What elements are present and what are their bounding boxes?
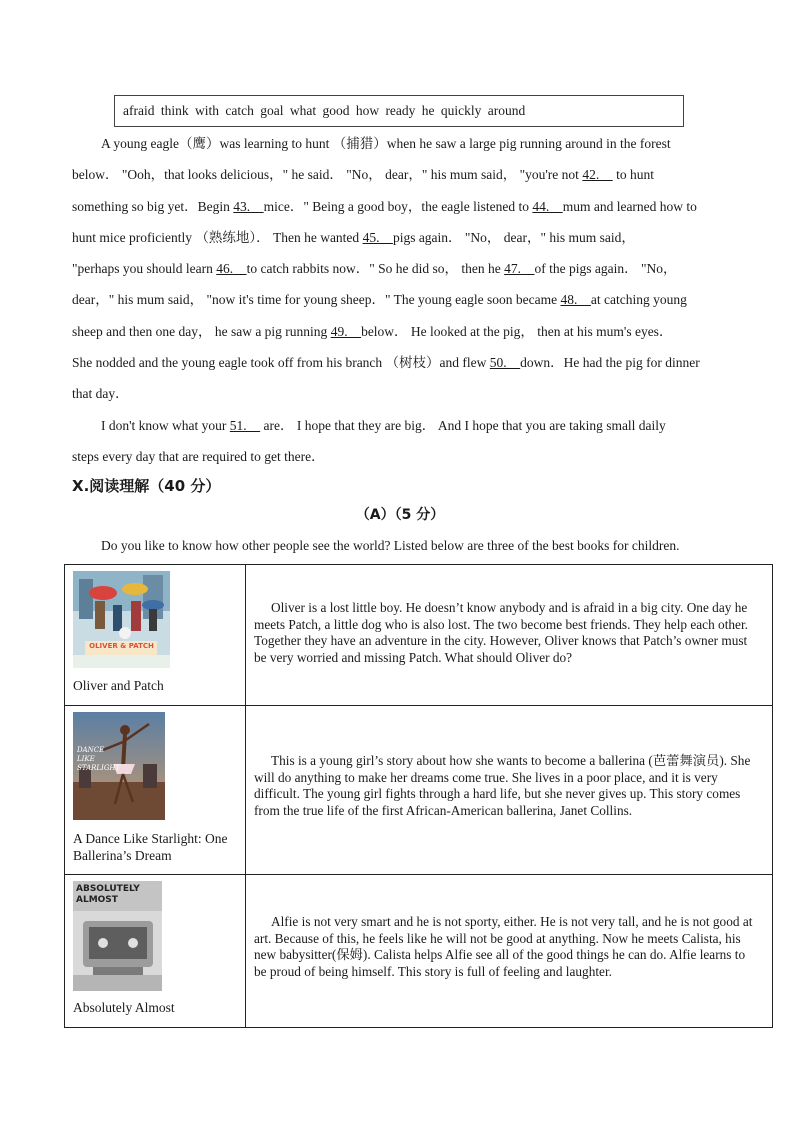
- blank-45: 45.: [362, 229, 393, 245]
- cover-title-text: DANCE LIKE STARLIGHT: [77, 746, 121, 772]
- book-cover-oliver: [73, 571, 170, 668]
- book-cell: [65, 875, 246, 1028]
- passage-line: sheep and then one day， he saw a pig running 49. below． He looked at the pig， then at his mum's eyes．: [72, 323, 673, 339]
- blank-48: 48.: [560, 292, 591, 308]
- word-bank-box: [114, 95, 684, 127]
- passage-line: hunt mice proficiently （熟练地）． Then he wanted 45. pigs again． "No， dear，" his mum said，: [72, 229, 635, 245]
- passage-line: steps every day that are required to get there．: [72, 448, 325, 464]
- cover-title-text: ABSOLUTELY ALMOST: [76, 884, 140, 905]
- blank-51: 51.: [229, 417, 261, 433]
- book-description-cell: [246, 706, 773, 875]
- passage-line: that day．: [72, 386, 129, 402]
- book-cell: [65, 565, 246, 706]
- blank-49: 49.: [330, 323, 362, 339]
- blank-42: 42.: [582, 167, 613, 183]
- passage-line: She nodded and the young eagle took off from his branch （树枝）and flew 50. down．He had the pig for dinner: [72, 355, 700, 371]
- passage-line: below． "Ooh，that looks delicious，" he said． "No， dear，" his mum said， "you're not 42. to hunt: [72, 167, 654, 183]
- blank-44: 44.: [532, 198, 563, 214]
- book-title: Oliver and Patch: [73, 678, 164, 693]
- section-title: X.阅读理解（40 分）: [72, 477, 221, 495]
- blank-50: 50.: [489, 355, 521, 371]
- intro-text: Do you like to know how other people see the world? Listed below are three of the best books for children.: [101, 538, 680, 553]
- book-description-cell: [246, 565, 773, 706]
- sub-title: （A）（5 分）: [355, 507, 445, 523]
- book-cell: [65, 706, 246, 875]
- passage-line: I don't know what your 51. are． I hope that they are big． And I hope that you are taking small daily: [101, 417, 666, 433]
- books-table: [64, 564, 773, 1028]
- blank-43: 43.: [233, 198, 264, 214]
- cover-illustration-icon: [73, 571, 170, 668]
- book-description: This is a young girl’s story about how she wants to become a ballerina (芭蕾舞演员). She will do anything to make her dreams come true. She lives in a poor place, and it is very difficult. The young girl fights through a hard life, but she never gives up. This story comes from the true life of the first African-American ballerina, Janet Collins.: [254, 753, 751, 818]
- passage-line: "perhaps you should learn 46. to catch rabbits now．" So he did so， then he 47. of the pigs again． "No，: [72, 261, 677, 277]
- book-title: Absolutely Almost: [73, 1000, 175, 1015]
- passage-line: something so big yet．Begin 43. mice．" Being a good boy，the eagle listened to 44. mum and learned how to: [72, 198, 697, 214]
- book-title: A Dance Like Starlight: One Ballerina’s Dream: [73, 831, 228, 863]
- blank-46: 46.: [216, 261, 247, 277]
- table-row: [65, 565, 773, 706]
- book-description: Alfie is not very smart and he is not sporty, either. He is not very tall, and he is not good at art. Because of this, he feels like he will not be good at anything. Now he meets Calista, his new babysitter(保姆). Calista helps Alfie see all of the good things he can do. Alfie learns to be proud of being himself. This story is full of feeling and laughter.: [254, 914, 753, 979]
- cover-title-text: OLIVER & PATCH: [89, 642, 154, 650]
- book-description: Oliver is a lost little boy. He doesn’t know anybody and is afraid in a big city. One day he meets Patch, a little dog who is also lost. The two become best friends. They help each other. Together they have an adventure in the city. However, Oliver knows that Patch’s owner must be very worried and missing Patch. What should Oliver do?: [254, 600, 748, 665]
- book-cover-absolutely: [73, 881, 162, 991]
- passage-line: A young eagle（鹰）was learning to hunt （捕猎）when he saw a large pig running around in the forest: [101, 136, 671, 151]
- passage-line: dear，" his mum said， "now it's time for young sheep．" The young eagle soon became 48. at catching young: [72, 292, 687, 308]
- word-bank-text: afraid think with catch goal what good how ready he quickly around: [123, 103, 526, 118]
- book-cover-dance: [73, 712, 165, 820]
- blank-47: 47.: [504, 261, 535, 277]
- cloze-passage: [72, 128, 732, 472]
- table-row: [65, 706, 773, 875]
- table-row: [65, 875, 773, 1028]
- book-description-cell: [246, 875, 773, 1028]
